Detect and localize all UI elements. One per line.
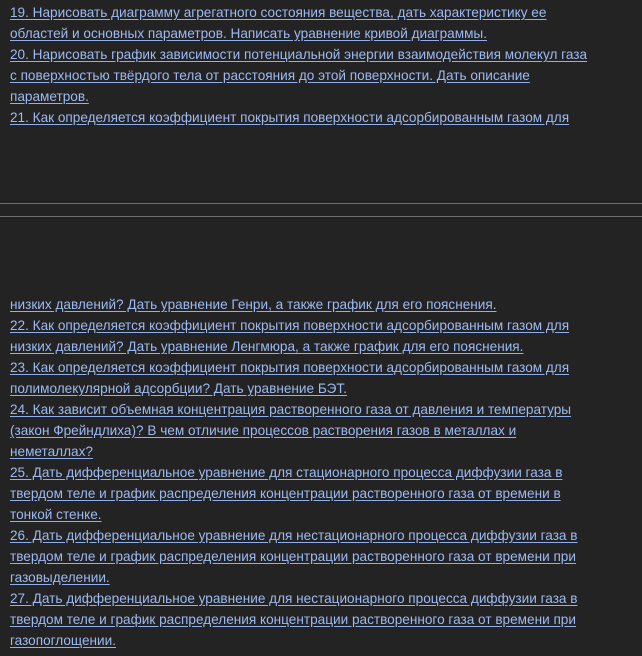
question-25-link-line-2[interactable]: твердом теле и график распределения концентрации растворенного газа от времени в xyxy=(10,486,561,501)
question-21-link-line-2[interactable]: низких давлений? Дать уравнение Генри, а также график для его пояснения. xyxy=(10,297,497,312)
question-27-link-line-1[interactable]: 27. Дать дифференциальное уравнение для нестационарного процесса диффузии газа в xyxy=(10,591,578,606)
question-27-link-line-2[interactable]: твердом теле и график распределения концентрации растворенного газа от времени при xyxy=(10,612,576,627)
question-22-link-line-1[interactable]: 22. Как определяется коэффициент покрытия поверхности адсорбированным газом для xyxy=(10,318,570,333)
question-26-link-line-3[interactable]: газовыделении. xyxy=(10,570,110,585)
question-22-link-line-2[interactable]: низких давлений? Дать уравнение Ленгмюра, а также график для его пояснения. xyxy=(10,339,524,354)
question-19-link-line-1[interactable]: 19. Нарисовать диаграмму агрегатного состояния вещества, дать характеристику ее xyxy=(10,5,547,20)
question-24-link-line-3[interactable]: неметаллах? xyxy=(10,444,93,459)
page-break-divider xyxy=(0,203,642,217)
question-23-link-line-1[interactable]: 23. Как определяется коэффициент покрытия поверхности адсорбированным газом для xyxy=(10,360,570,375)
question-23-link-line-2[interactable]: полимолекулярной адсорбции? Дать уравнение БЭТ. xyxy=(10,381,347,396)
question-24-link-line-1[interactable]: 24. Как зависит объемная концентрация растворенного газа от давления и температуры xyxy=(10,402,572,417)
question-24-link-line-2[interactable]: (закон Фрейндлиха)? В чем отличие процессов растворения газов в металлах и xyxy=(10,423,517,438)
question-19-link-line-2[interactable]: областей и основных параметров. Написать уравнение кривой диаграммы. xyxy=(10,26,487,41)
question-20-link-line-2[interactable]: с поверхностью твёрдого тела от расстояния до этой поверхности. Дать описание xyxy=(10,68,530,83)
question-21-link-line-1[interactable]: 21. Как определяется коэффициент покрытия поверхности адсорбированным газом для xyxy=(10,110,570,125)
question-25-link-line-3[interactable]: тонкой стенке. xyxy=(10,507,102,522)
question-27-link-line-3[interactable]: газопоглощении. xyxy=(10,633,116,648)
question-26-link-line-2[interactable]: твердом теле и график распределения концентрации растворенного газа от времени при xyxy=(10,549,576,564)
question-list-page-1 xyxy=(10,2,638,128)
question-20-link-line-1[interactable]: 20. Нарисовать график зависимости потенциальной энергии взаимодействия молекул газа xyxy=(10,47,588,62)
question-26-link-line-1[interactable]: 26. Дать дифференциальное уравнение для нестационарного процесса диффузии газа в xyxy=(10,528,578,543)
question-20-link-line-3[interactable]: параметров. xyxy=(10,89,89,104)
question-25-link-line-1[interactable]: 25. Дать дифференциальное уравнение для стационарного процесса диффузии газа в xyxy=(10,465,563,480)
question-list-page-2 xyxy=(10,294,638,651)
